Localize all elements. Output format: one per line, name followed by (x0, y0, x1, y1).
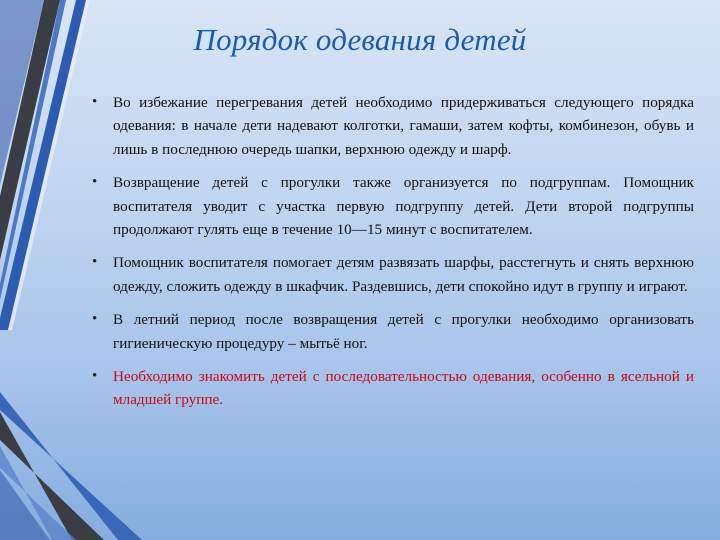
bullet-item-4 (92, 308, 694, 355)
bullet-text: Во избежание перегревания детей необходимо придерживаться следующего порядка одевания: в начале дети надевают колготки, гамаши, затем кофты, комбинезон, обувь и лишь в последнюю очередь шапки, верхнюю одежду и шарф. (113, 94, 694, 158)
bullet-dot-icon: • (92, 174, 98, 191)
bullet-dot-icon: • (92, 94, 98, 110)
bullet-dot-icon: • (92, 254, 98, 271)
bullet-text: Возвращение детей с прогулки также организуется по подгруппам. Помощник воспитателя уводит с участка первую подгруппу детей. Дети второй подгруппы продолжают гулять еще в течение 10—15 минут с воспитателем. (113, 174, 694, 239)
bullet-text: Необходимо знакомить детей с последовательностью одевания, особенно в ясельной и младшей группе. (113, 368, 694, 409)
bullet-dot-icon: • (92, 311, 98, 328)
stripe-bottom-shadow (0, 470, 50, 540)
slide-content (92, 91, 694, 422)
bullet-item-2 (92, 171, 694, 241)
bullet-list (92, 91, 694, 412)
slide-title: Порядок одевания детей (193, 22, 527, 57)
bullet-item-3 (92, 251, 694, 298)
bullet-text: В летний период после возвращения детей с прогулки необходимо организовать гигиеническую процедуру – мытьё ног. (113, 311, 694, 352)
bullet-text: Помощник воспитателя помогает детям развязать шарфы, расстегнуть и снять верхнюю одежду, сложить одежду в шкафчик. Раздевшись, дети спокойно идут в группу и играют. (113, 254, 694, 295)
bullet-item-1 (92, 91, 694, 161)
bullet-item-5-highlight (92, 365, 694, 412)
bullet-dot-icon: • (92, 368, 98, 385)
